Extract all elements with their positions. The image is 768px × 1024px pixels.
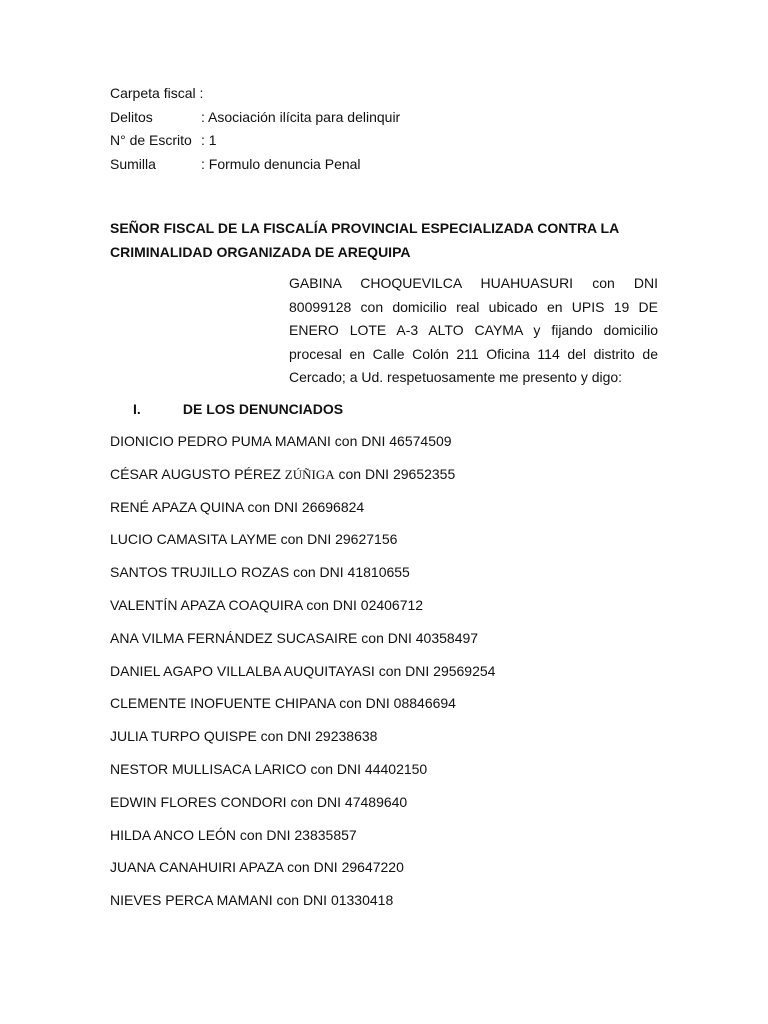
accused-name: DIONICIO PEDRO PUMA MAMANI	[110, 433, 331, 449]
accused-dni: con DNI 46574509	[330, 433, 452, 449]
accused-dni: con DNI 29569254	[374, 662, 496, 679]
accused-name: HILDA ANCO LEÓN	[110, 826, 237, 843]
section-heading	[133, 398, 343, 421]
complainant-intro: GABINA CHOQUEVILCA HUAHUASURI con DNI 80099128 con domicilio real ubicado en UPIS 19 DE ENERO LOTE A-3 ALTO CAYMA y fijando domicilio procesal en Calle Colón 211 Oficina 114 del distrito de Cercado; a Ud. respetuosamente me presento y digo:	[289, 275, 658, 385]
accused-dni: con DNI 47489640	[286, 793, 408, 810]
summary-row	[110, 153, 400, 177]
list-item	[110, 430, 495, 463]
accused-dni: con DNI 29627156	[276, 531, 398, 548]
summary-value: : Formulo denuncia Penal	[201, 155, 361, 172]
list-item	[110, 758, 495, 791]
summary-label: Sumilla	[110, 155, 156, 172]
case-header	[110, 82, 400, 176]
accused-name: NESTOR MULLISACA LARICO	[110, 760, 307, 777]
filing-number-value: : 1	[201, 132, 217, 148]
accused-name: CÉSAR AUGUSTO PÉREZ	[110, 465, 285, 482]
accused-dni: con DNI 29238638	[256, 728, 378, 745]
accused-name: ANA VILMA FERNÁNDEZ SUCASAIRE	[110, 629, 358, 646]
list-item	[110, 463, 495, 496]
accused-name: DANIEL AGAPO VILLALBA AUQUITAYASI	[110, 662, 375, 679]
list-item	[110, 889, 495, 922]
accused-dni: con DNI 23835857	[236, 826, 357, 843]
list-item	[110, 791, 495, 824]
accused-name: NIEVES PERCA MAMANI	[110, 892, 273, 909]
list-item	[110, 725, 495, 758]
accused-list	[110, 430, 495, 922]
list-item	[110, 856, 495, 889]
case-file-row	[110, 82, 400, 106]
crimes-label: Delitos	[110, 108, 153, 125]
filing-number-row	[110, 129, 400, 153]
accused-dni: con DNI 40358497	[357, 629, 479, 646]
list-item	[110, 496, 495, 529]
list-item	[110, 824, 495, 857]
addressee-heading: SEÑOR FISCAL DE LA FISCALÍA PROVINCIAL ESPECIALIZADA CONTRA LA CRIMINALIDAD ORGANIZADA DE AREQUIPA	[110, 220, 619, 260]
case-file-label: Carpeta fiscal :	[110, 85, 204, 101]
accused-dni: con DNI 02406712	[302, 596, 424, 613]
section-number: I.	[133, 401, 141, 417]
accused-name: JUANA CANAHUIRI APAZA	[110, 859, 284, 876]
accused-dni: con DNI 01330418	[272, 892, 394, 909]
crimes-value: : Asociación ilícita para delinquir	[201, 108, 401, 125]
accused-name-serif: ZÚÑIGA	[284, 466, 335, 482]
list-item	[110, 692, 495, 725]
list-item	[110, 594, 495, 627]
accused-name: EDWIN FLORES CONDORI	[110, 793, 287, 810]
filing-number-label: N° de Escrito	[110, 132, 192, 148]
section-title: DE LOS DENUNCIADOS	[182, 401, 344, 417]
accused-name: LUCIO CAMASITA LAYME	[110, 531, 277, 548]
accused-dni: con DNI 26696824	[243, 498, 365, 515]
list-item	[110, 561, 495, 594]
accused-dni: con DNI 29652355	[334, 465, 456, 482]
list-item	[110, 528, 495, 561]
accused-name: JULIA TURPO QUISPE	[110, 728, 257, 745]
accused-dni: con DNI 29647220	[283, 859, 404, 876]
accused-dni: con DNI 44402150	[306, 760, 428, 777]
accused-dni: con DNI 41810655	[289, 564, 410, 581]
accused-name: VALENTÍN APAZA COAQUIRA	[110, 596, 303, 613]
accused-name: CLEMENTE INOFUENTE CHIPANA	[110, 695, 336, 712]
list-item	[110, 627, 495, 660]
accused-name: SANTOS TRUJILLO ROZAS	[110, 564, 290, 581]
accused-name: RENÉ APAZA QUINA	[110, 498, 244, 515]
list-item	[110, 660, 495, 693]
crimes-row	[110, 106, 400, 130]
accused-dni: con DNI 08846694	[335, 695, 456, 712]
